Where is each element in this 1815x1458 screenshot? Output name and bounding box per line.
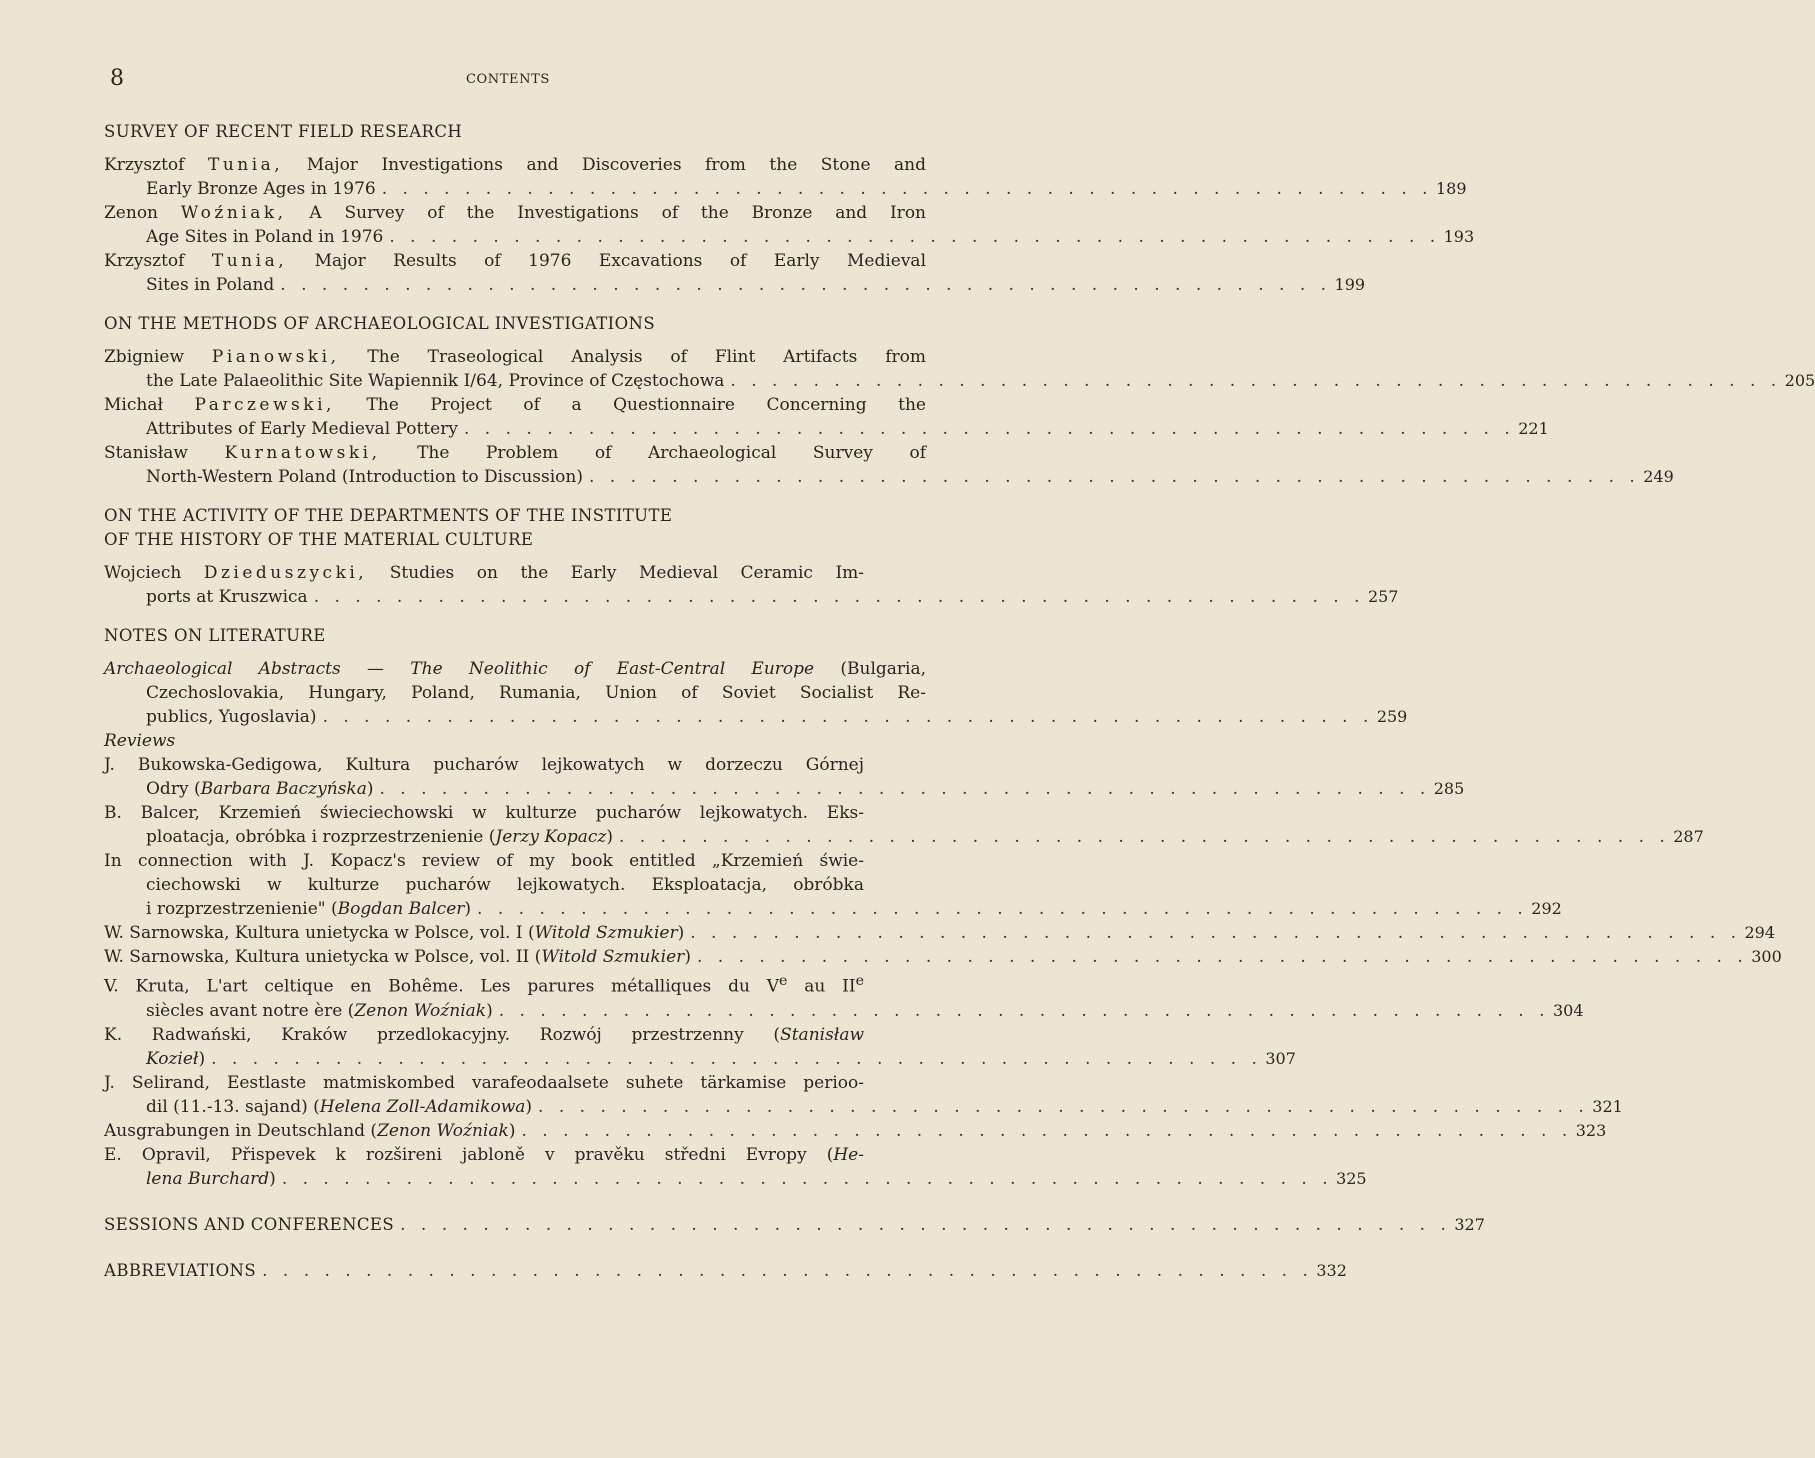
page-ref: 199 [1334,275,1366,294]
author-surname: Parczewski, [194,395,335,415]
page-ref: 259 [1376,707,1408,726]
page-ref: 221 [1518,419,1549,438]
toc-entry[interactable]: W. Sarnowska, Kultura unietycka w Polsce, vol. I (Witold Szmukier) . . . . . . . . . . . . . . . . . . . . . . . . . . . . . . . . . . . . . . . . . . . . . . . . . . . 294 [104,923,1776,943]
toc-entry[interactable]: Michał Parczewski, The Project of a Questionnaire Concerning the Attributes of Early Medieval Pottery . . . . . . . . . . . . . . . . . . . . . . . . . . . . . . . . . . . . . . . . . . . . . . . . . . . 221 [104,395,1549,439]
section-survey [104,120,1475,297]
page-ref: 294 [1744,923,1776,942]
toc-entry[interactable]: Zenon Woźniak, A Survey of the Investigations of the Bronze and Iron Age Sites in Poland in 1976 . . . . . . . . . . . . . . . . . . . . . . . . . . . . . . . . . . . . . . . . . . . . . . . . . . . 193 [104,203,1475,247]
page-ref: 287 [1673,827,1704,846]
toc-entry[interactable]: Wojciech Dzieduszycki, Studies on the Early Medieval Ceramic Im- ports at Kruszwica . . . . . . . . . . . . . . . . . . . . . . . . . . . . . . . . . . . . . . . . . . . . . . . . . . . 257 [104,563,1399,607]
toc-entry[interactable]: K. Radwański, Kraków przedlokacyjny. Rozwój przestrzenny (Stanisław Kozieł) . . . . . . . . . . . . . . . . . . . . . . . . . . . . . . . . . . . . . . . . . . . . . . . . . . . 307 [104,1024,1296,1069]
toc-entry[interactable]: Zbigniew Pianowski, The Traseological Analysis of Flint Artifacts from the Late Palaeolithic Site Wapiennik I/64, Province of Częstochowa . . . . . . . . . . . . . . . . . . . . . . . . . . . . . . . . . . . . . . . . . . . . . . . . . . . 205 [104,347,1815,391]
reviews-label: Reviews [104,731,176,751]
section-title: NOTES ON LITERATURE [104,626,326,645]
toc-entry[interactable]: SESSIONS AND CONFERENCES . . . . . . . . . . . . . . . . . . . . . . . . . . . . . . . . . . . . . . . . . . . . . . . . . . . 327 [104,1214,1485,1235]
section-notes [104,624,1782,1191]
author-surname: Pianowski, [211,347,340,367]
page-number: 8 [110,66,124,91]
toc-entry[interactable]: V. Kruta, L'art celtique en Bohême. Les parures métalliques du Ve au IIe siècles avant notre ère (Zenon Woźniak) . . . . . . . . . . . . . . . . . . . . . . . . . . . . . . . . . . . . . . . . . . . . . . . . . . . 304 [104,973,1584,1021]
toc-entry[interactable]: J. Bukowska-Gedigowa, Kultura pucharów lejkowatych w dorzeczu Górnej Odry (Barbara Baczyńska) . . . . . . . . . . . . . . . . . . . . . . . . . . . . . . . . . . . . . . . . . . . . . . . . . . . 285 [104,755,1465,799]
toc-entry[interactable]: Krzysztof Tunia, Major Results of 1976 Excavations of Early Medieval Sites in Poland . . . . . . . . . . . . . . . . . . . . . . . . . . . . . . . . . . . . . . . . . . . . . . . . . . . 199 [104,251,1366,295]
toc-entry[interactable]: ABBREVIATIONS . . . . . . . . . . . . . . . . . . . . . . . . . . . . . . . . . . . . . . . . . . . . . . . . . . . 332 [104,1260,1347,1281]
table-of-contents [104,110,1815,1283]
section-activity [104,504,1399,609]
page-ref: 304 [1552,1000,1584,1020]
page-ref: 189 [1436,179,1467,198]
section-title: ABBREVIATIONS [104,1260,257,1280]
toc-entry[interactable]: Stanisław Kurnatowski, The Problem of Archaeological Survey of North-Western Poland (Introduction to Discussion) . . . . . . . . . . . . . . . . . . . . . . . . . . . . . . . . . . . . . . . . . . . . . . . . . . . 249 [104,443,1674,487]
page-ref: 205 [1784,371,1815,390]
toc-entry[interactable]: In connection with J. Kopacz's review of my book entitled „Krzemień świe- ciechowski w kulturze pucharów lejkowatych. Eksploatacja, obróbka i rozprzestrzenienie" (Bogdan Balcer) . . . . . . . . . . . . . . . . . . . . . . . . . . . . . . . . . . . . . . . . . . . . . . . . . . . 292 [104,851,1562,919]
author-surname: Tunia, [207,155,284,175]
page-ref: 307 [1265,1048,1296,1068]
section-title: ON THE METHODS OF ARCHAEOLOGICAL INVESTIGATIONS [104,314,656,333]
page-ref: 327 [1454,1214,1485,1234]
author-surname: Dzieduszycki, [203,563,368,583]
toc-entry[interactable]: B. Balcer, Krzemień świeciechowski w kulturze pucharów lejkowatych. Eks- ploatacja, obróbka i rozprzestrzenienie (Jerzy Kopacz) . . . . . . . . . . . . . . . . . . . . . . . . . . . . . . . . . . . . . . . . . . . . . . . . . . . 287 [104,803,1704,847]
toc-entry[interactable]: W. Sarnowska, Kultura unietycka w Polsce, vol. II (Witold Szmukier) . . . . . . . . . . . . . . . . . . . . . . . . . . . . . . . . . . . . . . . . . . . . . . . . . . . 300 [104,947,1782,967]
section-title: SESSIONS AND CONFERENCES [104,1214,395,1234]
toc-entry[interactable]: Ausgrabungen in Deutschland (Zenon Woźniak) . . . . . . . . . . . . . . . . . . . . . . . . . . . . . . . . . . . . . . . . . . . . . . . . . . . 323 [104,1120,1607,1141]
page-ref: 325 [1336,1168,1367,1188]
page-ref: 332 [1316,1260,1347,1280]
section-title: SURVEY OF RECENT FIELD RESEARCH [104,122,463,141]
author-surname: Tunia, [211,251,288,271]
page-ref: 292 [1531,899,1562,918]
page-ref: 249 [1643,467,1674,486]
page-ref: 321 [1592,1096,1623,1116]
toc-entry[interactable]: E. Opravil, Přispevek k rozšireni jabloně v pravěku středni Evropy (He- lena Burchard) . . . . . . . . . . . . . . . . . . . . . . . . . . . . . . . . . . . . . . . . . . . . . . . . . . . 325 [104,1144,1367,1189]
toc-entry[interactable]: Krzysztof Tunia, Major Investigations and Discoveries from the Stone and Early Bronze Ages in 1976 . . . . . . . . . . . . . . . . . . . . . . . . . . . . . . . . . . . . . . . . . . . . . . . . . . . 189 [104,155,1467,199]
toc-entry[interactable]: Archaeological Abstracts — The Neolithic of East-Central Europe (Bulgaria, Czechoslovakia, Hungary, Poland, Rumania, Union of Soviet Socialist Re- publics, Yugoslavia) . . . . . . . . . . . . . . . . . . . . . . . . . . . . . . . . . . . . . . . . . . . . . . . . . . . 259 [104,659,1408,727]
running-title: CONTENTS [466,72,550,87]
page-ref: 285 [1433,779,1465,798]
page-ref: 300 [1751,947,1782,966]
toc-entry[interactable]: J. Selirand, Eestlaste matmiskombed varafeodaalsete suhete tärkamise perioo- dil (11.-13. sajand) (Helena Zoll-Adamikowa) . . . . . . . . . . . . . . . . . . . . . . . . . . . . . . . . . . . . . . . . . . . . . . . . . . . 321 [104,1072,1623,1117]
author-surname: Woźniak, [180,203,287,223]
page-ref: 323 [1575,1120,1607,1140]
author-surname: Kurnatowski, [224,443,381,463]
section-methods [104,312,1815,489]
page-ref: 193 [1443,227,1475,246]
page-ref: 257 [1367,587,1399,606]
section-title: ON THE ACTIVITY OF THE DEPARTMENTS OF THE INSTITUTE OF THE HISTORY OF THE MATERIAL CULTURE [104,506,673,549]
